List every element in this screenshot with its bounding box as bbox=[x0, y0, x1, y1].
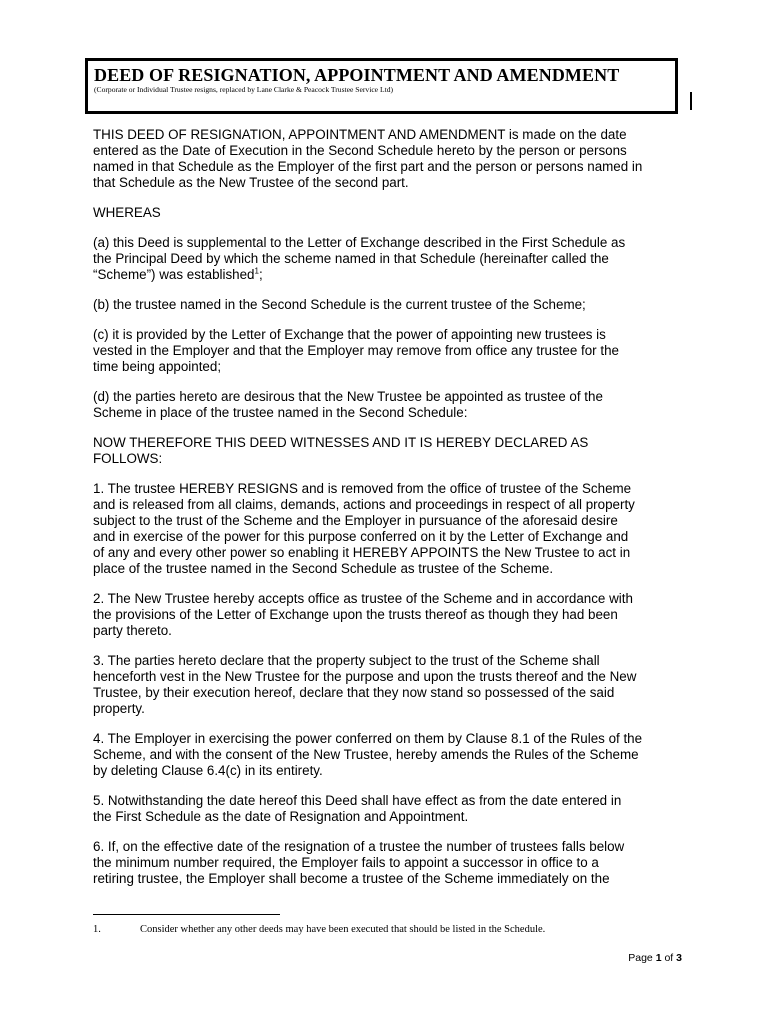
title-box bbox=[85, 58, 678, 114]
recital-b: (b) the trustee named in the Second Schedule is the current trustee of the Scheme; bbox=[93, 297, 586, 312]
document-title: DEED OF RESIGNATION, APPOINTMENT AND AMENDMENT bbox=[94, 65, 620, 85]
clause-2: 2. The New Trustee hereby accepts office as trustee of the Scheme and in accordance with the provisions of the Letter of Exchange upon the trusts thereof as though they had been party thereto. bbox=[93, 591, 633, 638]
clause-4: 4. The Employer in exercising the power conferred on them by Clause 8.1 of the Rules of the Scheme, and with the consent of the New Trustee, hereby amends the Rules of the Scheme by deleting Clause 6.4(c) in its entirety. bbox=[93, 731, 643, 778]
page-current: 1 bbox=[655, 952, 662, 964]
page-label: Page bbox=[628, 952, 653, 964]
clause-3: 3. The parties hereto declare that the property subject to the trust of the Scheme shall henceforth vest in the New Trustee for the purpose and upon the trusts thereof and the New Trustee, by their execution hereof, declare that they now stand so possessed of the said property. bbox=[93, 653, 637, 716]
recital-a bbox=[93, 235, 693, 283]
clause-1: 1. The trustee HEREBY RESIGNS and is removed from the office of trustee of the Scheme and is released from all claims, demands, actions and proceedings in respect of all property subject to the trust of the Scheme and the Employer in pursuance of the aforesaid desire and in exercise of the power for this purpose conferred on it by the Letter of Exchange and of any and every other power so enabling it HEREBY APPOINTS the New Trustee to act in place of the trustee named in the Second Schedule as trustee of the Scheme. bbox=[93, 481, 635, 576]
whereas-heading: WHEREAS bbox=[93, 205, 161, 220]
recital-c: (c) it is provided by the Letter of Exchange that the power of appointing new trustees is vested in the Employer and that the Employer may remove from office any trustee for the time being appointed; bbox=[93, 327, 619, 374]
clause-5: 5. Notwithstanding the date hereof this Deed shall have effect as from the date entered in the First Schedule as the date of Resignation and Appointment. bbox=[93, 793, 622, 824]
recital-d: (d) the parties hereto are desirous that the New Trustee be appointed as trustee of the Scheme in place of the trustee named in the Second Schedule: bbox=[93, 389, 603, 420]
recital-a-end: ; bbox=[258, 267, 263, 282]
footnote-divider bbox=[93, 914, 280, 915]
witnesses-heading: NOW THEREFORE THIS DEED WITNESSES AND IT IS HEREBY DECLARED AS FOLLOWS: bbox=[93, 435, 589, 466]
clause-6: 6. If, on the effective date of the resignation of a trustee the number of trustees falls below the minimum number required, the Employer fails to appoint a successor in office to a retiring trustee, the Employer shall become a trustee of the Scheme immediately on the bbox=[93, 839, 625, 886]
page-number bbox=[600, 952, 682, 964]
document-subtitle: (Corporate or Individual Trustee resigns, replaced by Lane Clarke & Peacock Trustee Service Ltd) bbox=[94, 85, 394, 94]
page-of: of bbox=[664, 952, 674, 964]
footnote bbox=[93, 923, 713, 936]
footnote-number: 1. bbox=[93, 924, 101, 935]
footnote-reference[interactable]: 1 bbox=[254, 266, 259, 276]
intro-paragraph: THIS DEED OF RESIGNATION, APPOINTMENT AND AMENDMENT is made on the date entered as the Date of Execution in the Second Schedule hereto by the person or persons named in that Schedule as the Employer of the first part and the person or persons named in that Schedule as the New Trustee of the second part. bbox=[93, 127, 643, 190]
document-body bbox=[93, 127, 693, 901]
page-total: 3 bbox=[676, 952, 682, 964]
recital-a-text: (a) this Deed is supplemental to the Letter of Exchange described in the First Schedule as the Principal Deed by which the scheme named in that Schedule (hereinafter called the “Scheme”) was established bbox=[93, 235, 626, 282]
text-cursor bbox=[690, 92, 692, 110]
footnote-text: Consider whether any other deeds may have been executed that should be listed in the Schedule. bbox=[140, 924, 546, 935]
